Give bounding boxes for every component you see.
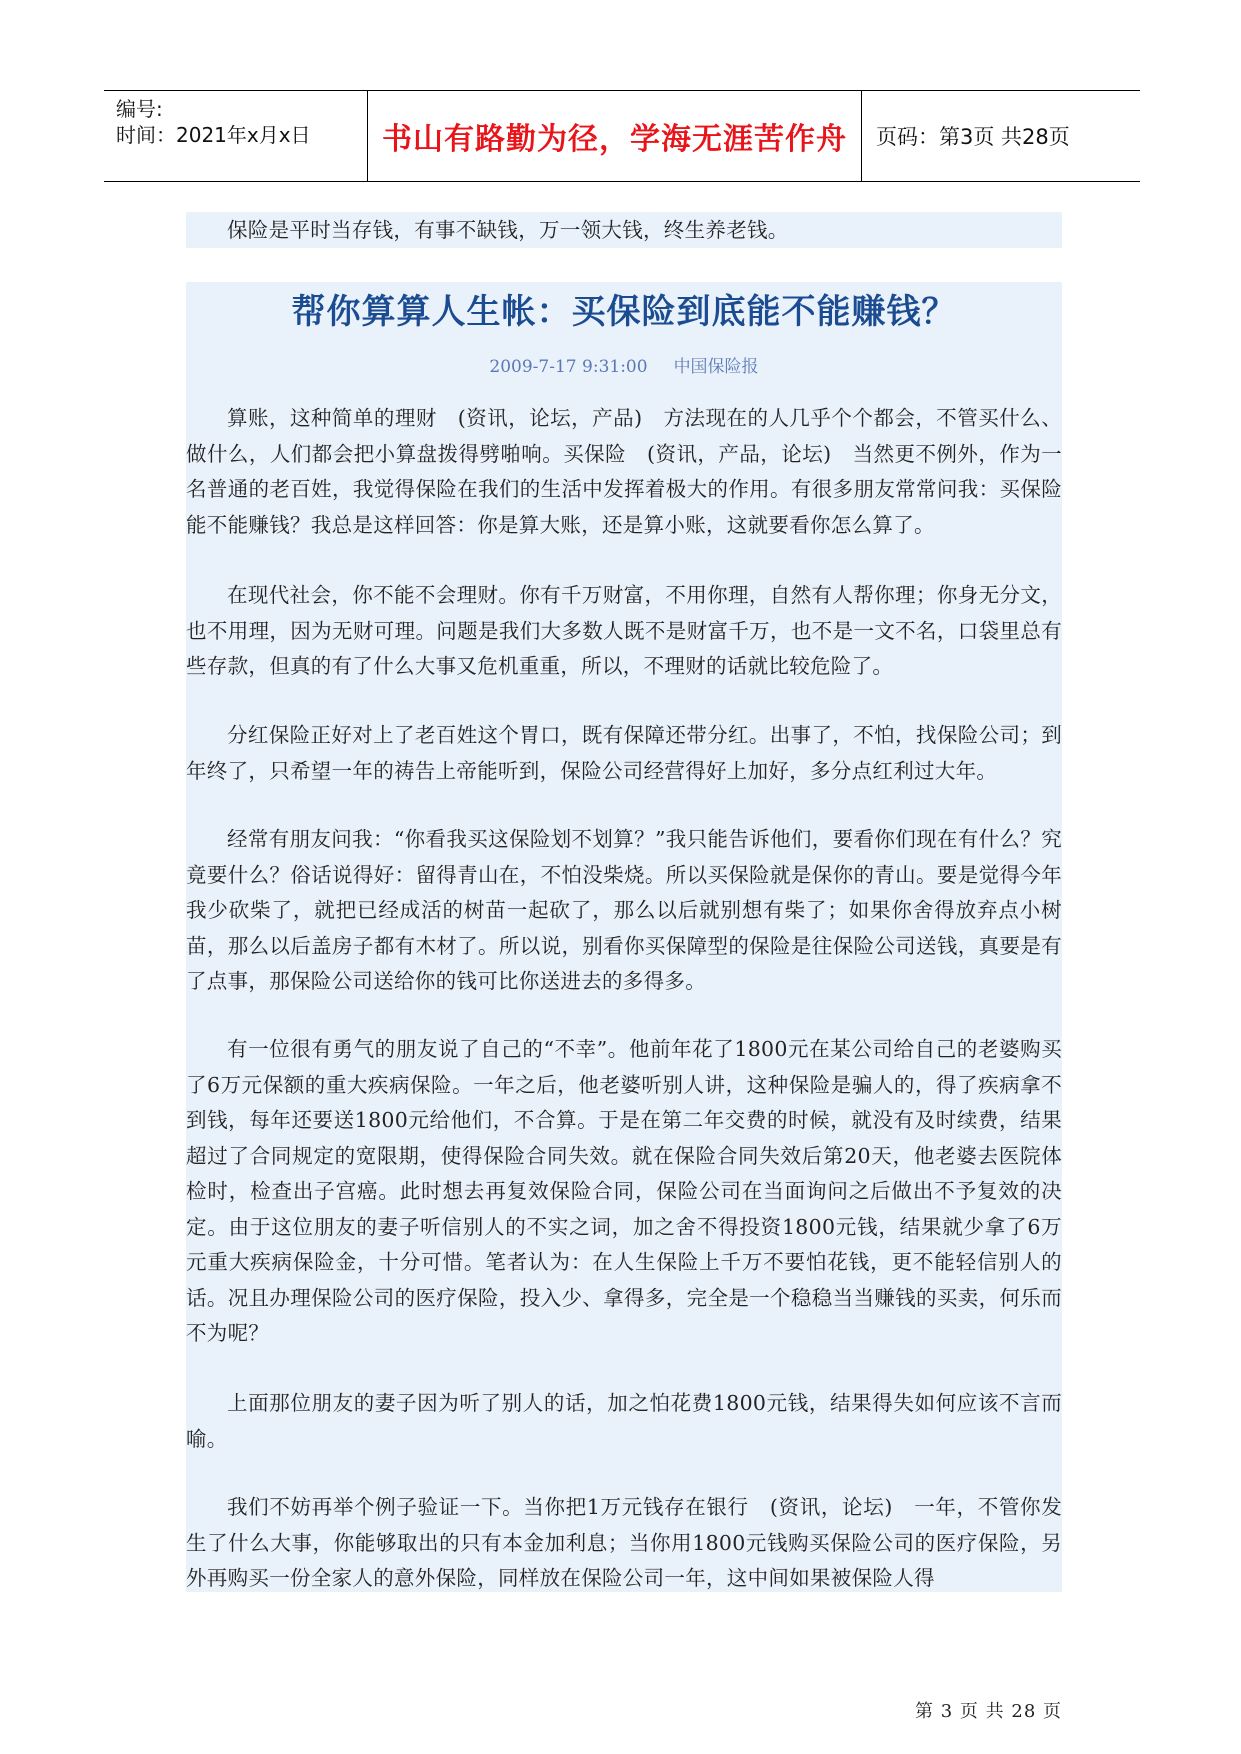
motto-text: 书山有路勤为径，学海无涯苦作舟 [382, 122, 847, 157]
article-paragraph: 算账，这种简单的理财 (资讯，论坛，产品) 方法现在的人几乎个个都会，不管买什么、做什么，人们都会把小算盘拨得劈啪响。买保险 (资讯，产品，论坛) 当然更不例外，作为一名普通的老百姓，我觉得保险在我们的生活中发挥着极大的作用。有很多朋友常常问我：买保险能不能赚钱？我总是这样回答：你是算大账，还是算小账，这就要看你怎么算了。 [186, 406, 1062, 537]
intro-line: 保险是平时当存钱，有事不缺钱，万一领大钱，终生养老钱。 [227, 218, 789, 242]
page-footer: 第 3 页 共 28 页 [915, 1701, 1062, 1722]
article-paragraph-wrapper [186, 1490, 1062, 1592]
article-title: 帮你算算人生帐：买保险到底能不能赚钱？ [291, 292, 957, 332]
article-source: 中国保险报 [673, 357, 759, 377]
header-info-cell [104, 91, 368, 181]
page-header [104, 90, 1140, 182]
article-paragraph: 在现代社会，你不能不会理财。你有千万财富，不用你理，自然有人帮你理；你身无分文，也不用理，因为无财可理。问题是我们大多数人既不是财富千万，也不是一文不名，口袋里总有些存款，但真的有了什么大事又危机重重，所以，不理财的话就比较危险了。 [186, 583, 1062, 678]
article-paragraph: 有一位很有勇气的朋友说了自己的“不幸”。他前年花了1800元在某公司给自己的老婆购买了6万元保额的重大疾病保险。一年之后，他老婆听别人讲，这种保险是骗人的，得了疾病拿不到钱，每年还要送1800元给他们，不合算。于是在第二年交费的时候，就没有及时续费，结果超过了合同规定的宽限期，使得保险合同失效。就在保险合同失效后第20天，他老婆去医院体检时，检查出子宫癌。此时想去再复效保险合同，保险公司在当面询问之后做出不予复效的决定。由于这位朋友的妻子听信别人的不实之词，加之舍不得投资1800元钱，结果就少拿了6万元重大疾病保险金，十分可惜。笔者认为：在人生保险上千万不要怕花钱，更不能轻信别人的话。况且办理保险公司的医疗保险，投入少、拿得多，完全是一个稳稳当当赚钱的买卖，何乐而不为呢？ [186, 1037, 1062, 1345]
header-motto-cell [368, 91, 862, 181]
article-paragraph: 分红保险正好对上了老百姓这个胃口，既有保障还带分红。出事了，不怕，找保险公司；到年终了，只希望一年的祷告上帝能听到，保险公司经营得好上加好，多分点红利过大年。 [186, 723, 1062, 783]
serial-label: 编号: [116, 97, 163, 121]
header-page-label: 页码：第3页 共28页 [876, 125, 1070, 149]
article-paragraph: 我们不妨再举个例子验证一下。当你把1万元钱存在银行 (资讯，论坛) 一年，不管你发生了什么大事，你能够取出的只有本金加利息；当你用1800元钱购买保险公司的医疗保险，另外再购买一份全家人的意外保险，同样放在保险公司一年，这中间如果被保险人得 [186, 1495, 1062, 1590]
article-meta [186, 352, 1062, 377]
article-date: 2009-7-17 9:31:00 [489, 357, 648, 377]
article-paragraph: 经常有朋友问我：“你看我买这保险划不划算？”我只能告诉他们，要看你们现在有什么？究竟要什么？俗话说得好：留得青山在，不怕没柴烧。所以买保险就是保你的青山。要是觉得今年我少砍柴了，就把已经成活的树苗一起砍了，那么以后就别想有柴了；如果你舍得放弃点小树苗，那么以后盖房子都有木材了。所以说，别看你买保障型的保险是往保险公司送钱，真要是有了点事，那保险公司送给你的钱可比你送进去的多得多。 [186, 827, 1062, 993]
time-label: 时间：2021年x月x日 [116, 123, 311, 147]
header-page-cell [862, 91, 1140, 181]
article-paragraph: 上面那位朋友的妻子因为听了别人的话，加之怕花费1800元钱，结果得失如何应该不言而喻。 [186, 1391, 1062, 1451]
